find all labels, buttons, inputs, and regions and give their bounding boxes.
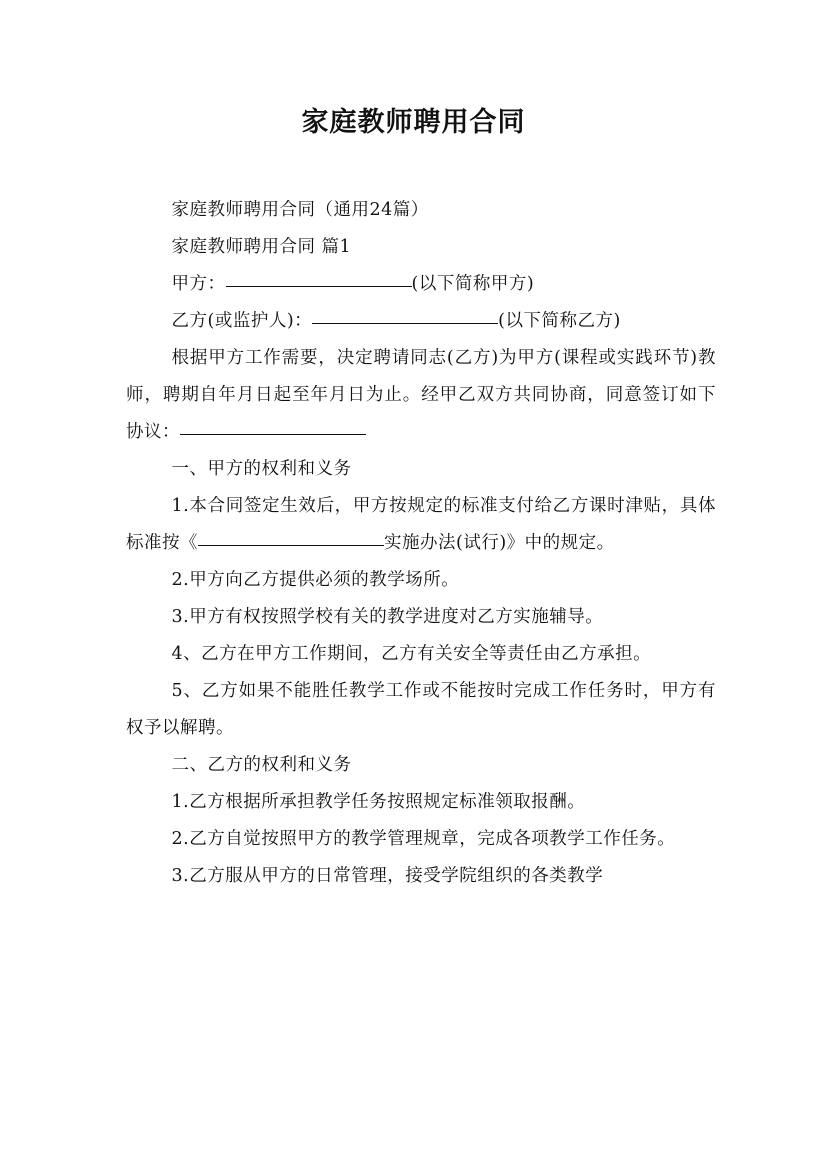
paragraph-text: 根据甲方工作需要，决定聘请同志(乙方)为甲方(课程或实践环节)教师，聘期自年月日起至年月日为止。经甲乙双方共同协商，同意签订如下协议： <box>126 348 716 442</box>
paragraph-text: 一、甲方的权利和义务 <box>171 459 352 479</box>
paragraph-section-heading <box>126 229 716 266</box>
paragraph-clause <box>126 821 716 858</box>
paragraph-text: 1.本合同签定生效后，甲方按规定的标准支付给乙方课时津贴，具体标准按《 <box>126 496 716 553</box>
paragraph-party-b <box>126 303 716 340</box>
document-body <box>126 192 716 895</box>
paragraph-clause <box>126 488 716 562</box>
paragraph-text: 甲方： <box>171 274 226 294</box>
paragraph-text: (以下简称甲方) <box>411 274 535 294</box>
paragraph-clause <box>126 562 716 599</box>
paragraph-text: 2.甲方向乙方提供必须的教学场所。 <box>171 570 460 590</box>
paragraph-text: 5、乙方如果不能胜任教学工作或不能按时完成工作任务时，甲方有权予以解聘。 <box>126 681 716 738</box>
fill-in-blank <box>312 322 498 324</box>
paragraph-text: 实施办法(试行)》中的规定。 <box>384 533 615 553</box>
paragraph-text: 1.乙方根据所承担教学任务按照规定标准领取报酬。 <box>171 792 586 812</box>
paragraph-clause <box>126 599 716 636</box>
paragraph-clause <box>126 636 716 673</box>
fill-in-blank <box>180 433 366 435</box>
paragraph-heading-party-b-rights <box>126 747 716 784</box>
paragraph-text: (以下简称乙方) <box>498 311 621 331</box>
paragraph-clause <box>126 858 716 895</box>
paragraph-heading-party-a-rights <box>126 451 716 488</box>
paragraph-text: 3.乙方服从甲方的日常管理，接受学院组织的各类教学 <box>171 866 604 886</box>
paragraph-text: 家庭教师聘用合同 篇1 <box>171 237 352 257</box>
paragraph-text: 乙方(或监护人)： <box>171 311 313 331</box>
fill-in-blank <box>198 544 384 546</box>
paragraph-clause <box>126 784 716 821</box>
paragraph-text: 4、乙方在甲方工作期间，乙方有关安全等责任由乙方承担。 <box>171 644 652 664</box>
paragraph-preamble <box>126 340 716 451</box>
document-title: 家庭教师聘用合同 <box>301 107 526 138</box>
paragraph-text: 2.乙方自觉按照甲方的教学管理规章，完成各项教学工作任务。 <box>171 829 676 849</box>
paragraph-text: 家庭教师聘用合同（通用24篇） <box>171 200 429 220</box>
paragraph-party-a <box>126 266 716 303</box>
paragraph-text: 3.甲方有权按照学校有关的教学进度对乙方实施辅导。 <box>171 607 604 627</box>
paragraph-subtitle <box>126 192 716 229</box>
paragraph-text: 二、乙方的权利和义务 <box>171 755 352 775</box>
paragraph-clause <box>126 673 716 747</box>
fill-in-blank <box>226 285 412 287</box>
